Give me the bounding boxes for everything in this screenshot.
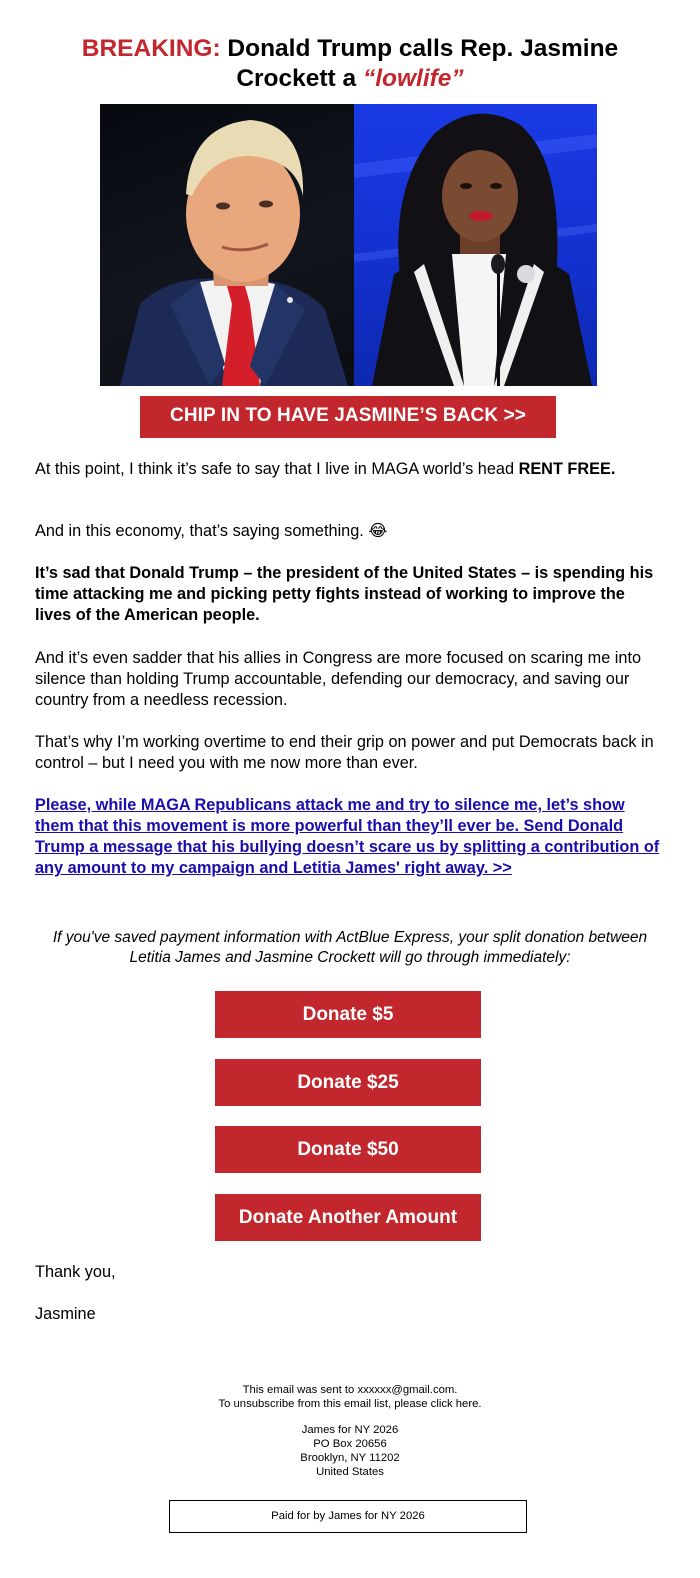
paragraph-economy-text: And in this economy, that’s saying something.: [35, 522, 369, 540]
footer-city: Brooklyn, NY 11202: [300, 1452, 400, 1464]
footer-notice: [0, 1383, 700, 1411]
laughing-emoji-icon: 😂: [368, 522, 388, 540]
paragraph-economy: [35, 521, 665, 542]
paragraph-allies: [35, 648, 665, 711]
paid-for-disclaimer: Paid for by James for NY 2026: [169, 1500, 527, 1533]
hero-image[interactable]: [100, 104, 597, 386]
paragraph-overtime: [35, 732, 665, 774]
signoff-name: Jasmine: [35, 1305, 96, 1323]
footer-country: United States: [316, 1466, 384, 1478]
paragraph-rent-free: [35, 459, 665, 480]
footer-po-box: PO Box 20656: [313, 1438, 387, 1450]
appeal-donate-link[interactable]: Please, while MAGA Republicans attack me and try to silence me, let’s show them that this movement is more powerful than they’ll ever be. Send Donald Trump a message that his bullying doesn’t scare us by splitting a contribution of any amount to my campaign and Letitia James' right away. >>: [35, 796, 660, 877]
headline-breaking: BREAKING:: [81, 35, 221, 62]
paragraph-rent-free-text: At this point, I think it’s safe to say that I live in MAGA world’s head: [35, 460, 519, 478]
signoff-thanks: Thank you,: [35, 1263, 116, 1281]
headline-lowlife: “lowlife”: [362, 65, 464, 92]
paragraph-overtime-text: That’s why I’m working overtime to end their grip on power and put Democrats back in control – but I need you with me now more than ever.: [35, 733, 654, 772]
headline-line1: Donald Trump calls Rep. Jasmine: [220, 35, 619, 62]
donate-25-button[interactable]: Donate $25: [215, 1059, 481, 1106]
footer-org: James for NY 2026: [301, 1424, 399, 1436]
paragraph-allies-text: And it’s even sadder that his allies in Congress are more focused on scaring me into silence than holding Trump accountable, defending our democracy, and saving our country from a needless recession.: [35, 649, 642, 709]
rent-free-bold: RENT FREE.: [518, 460, 616, 478]
donate-another-amount-button[interactable]: Donate Another Amount: [215, 1194, 481, 1241]
crockett-portrait-illustration: [354, 104, 597, 386]
headline-line2: Crockett a: [236, 65, 363, 92]
trump-photo: [100, 104, 354, 386]
actblue-express-note: If you've saved payment information with ActBlue Express, your split donation between Letitia James and Jasmine Crockett will go through immediately:: [52, 929, 648, 966]
crockett-photo: [354, 104, 597, 386]
trump-portrait-illustration: [100, 104, 354, 386]
chip-in-button[interactable]: CHIP IN TO HAVE JASMINE’S BACK >>: [140, 396, 556, 438]
appeal-paragraph: [35, 795, 665, 879]
footer-address: [0, 1423, 700, 1479]
headline: [0, 34, 700, 94]
paragraph-trump-sad-text: It’s sad that Donald Trump – the president of the United States – is spending his time attacking me and picking petty fights instead of working to improve the lives of the American people.: [35, 564, 654, 624]
donate-5-button[interactable]: Donate $5: [215, 991, 481, 1038]
paragraph-trump-sad: [35, 563, 665, 626]
footer-sent-to: This email was sent to xxxxxx@gmail.com.: [242, 1384, 458, 1396]
donate-50-button[interactable]: Donate $50: [215, 1126, 481, 1173]
footer-unsubscribe-link[interactable]: To unsubscribe from this email list, please click here.: [218, 1398, 482, 1410]
